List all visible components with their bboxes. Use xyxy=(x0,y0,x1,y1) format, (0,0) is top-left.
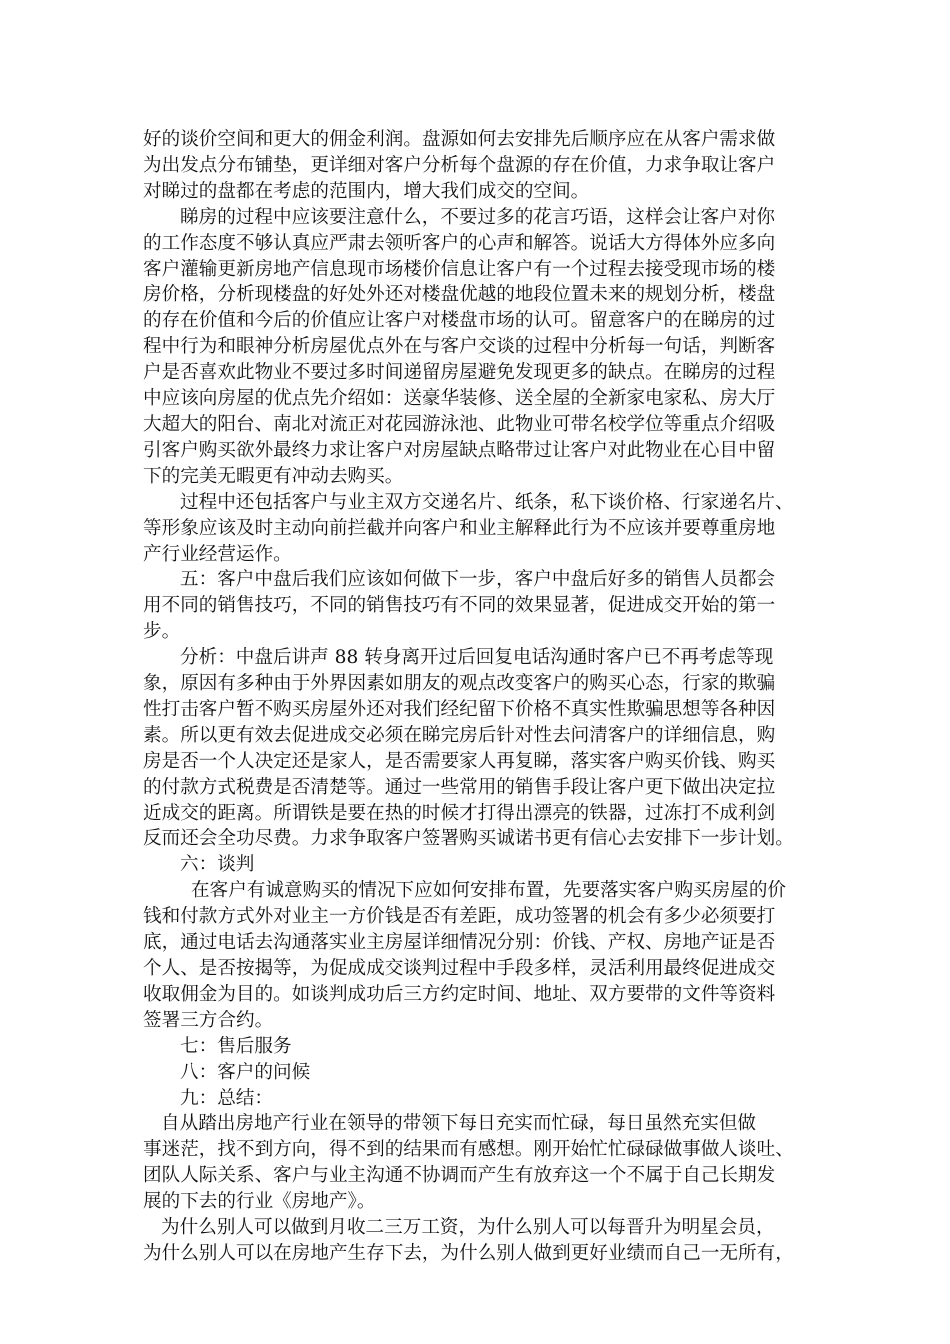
text-line: 签署三方合约。 xyxy=(143,1009,274,1031)
text-line: 程中行为和眼神分析房屋优点外在与客户交谈的过程中分析每一句话，判断客 xyxy=(143,336,776,358)
text-line: 性打击客户暂不购买房屋外还对我们经纪留下价格不真实性欺骗思想等各种因 xyxy=(143,698,776,720)
text-line: 为什么别人可以做到月收二三万工资，为什么别人可以每晋升为明星会员， xyxy=(161,1217,775,1239)
text-line: 在客户有诚意购买的情况下应如何安排布置，先要落实客户购买房屋的价 xyxy=(191,880,787,902)
paragraph-p1 xyxy=(143,205,819,490)
text-line: 下的完美无暇更有冲动去购买。 xyxy=(143,465,404,487)
text-line: 好的谈价空间和更大的佣金利润。盘源如何去安排先后顺序应在从客户需求做 xyxy=(143,129,776,150)
paragraph-p6 xyxy=(143,878,819,1033)
text-line: 步。 xyxy=(143,621,181,643)
text-line: 个人、是否按揭等，为促成成交谈判过程中手段多样，灵活利用最终促进成交 xyxy=(143,958,776,979)
text-line: 七：售后服务 xyxy=(180,1035,292,1057)
text-line: 收取佣金为目的。如谈判成功后三方约定时间、地址、双方要带的文件等资料 xyxy=(143,983,776,1005)
paragraph-p0 xyxy=(143,127,819,205)
text-line: 大超大的阳台、南北对流正对花园游泳池、此物业可带名校学位等重点介绍吸 xyxy=(143,413,776,435)
text-line: 事迷茫，找不到方向，得不到的结果而有感想。刚开始忙忙碌碌做事做人谈吐、 xyxy=(143,1139,794,1161)
text-line: 分析：中盘后讲声 88 转身离开过后回复电话沟通时客户已不再考虑等现 xyxy=(180,647,774,669)
text-line: 睇房的过程中应该要注意什么，不要过多的花言巧语，这样会让客户对你 xyxy=(180,206,776,228)
text-line: 客户灌输更新房地产信息现市场楼价信息让客户有一个过程去接受现市场的楼 xyxy=(143,258,776,280)
text-line: 六：谈判 xyxy=(180,854,255,876)
text-line: 房是否一个人决定还是家人，是否需要家人再复睇，落实客户购买价钱、购买 xyxy=(143,750,776,772)
text-line: 象，原因有多种由于外界因素如朋友的观点改变客户的购买心态，行家的欺骗 xyxy=(143,673,776,695)
text-line: 为什么别人可以在房地产生存下去，为什么别人做到更好业绩而自己一无所有， xyxy=(143,1242,794,1264)
paragraph-p7 xyxy=(143,1034,819,1060)
text-line: 过程中还包括客户与业主双方交递名片、纸条，私下谈价格、行家递名片、 xyxy=(180,491,794,513)
paragraph-p5 xyxy=(143,852,819,878)
text-line: 底，通过电话去沟通落实业主房屋详细情况分别：价钱、产权、房地产证是否 xyxy=(143,932,776,954)
text-line: 用不同的销售技巧，不同的销售技巧有不同的效果显著，促进成交开始的第一 xyxy=(143,595,776,617)
paragraph-p8 xyxy=(143,1060,819,1086)
text-line: 的付款方式税费是否清楚等。通过一些常用的销售手段让客户更下做出决定拉 xyxy=(143,776,776,798)
text-line: 五：客户中盘后我们应该如何做下一步，客户中盘后好多的销售人员都会 xyxy=(180,569,776,591)
paragraph-p9 xyxy=(143,1086,819,1112)
text-line: 八：客户的问候 xyxy=(180,1061,311,1083)
text-line: 近成交的距离。所谓铁是要在热的时候才打得出漂亮的铁器，过冻打不成利剑 xyxy=(143,802,776,824)
text-line: 户是否喜欢此物业不要过多时间递留房屋避免发现更多的缺点。在睇房的过程 xyxy=(143,362,776,384)
text-line: 产行业经营运作。 xyxy=(143,543,292,565)
text-line: 引客户购买欲外最终力求让客户对房屋缺点略带过让客户对此物业在心目中留 xyxy=(143,439,776,461)
text-line: 自从踏出房地产行业在领导的带领下每日充实而忙碌，每日虽然充实但做 xyxy=(161,1113,757,1135)
paragraph-p11 xyxy=(143,1215,819,1267)
paragraph-p2 xyxy=(143,490,819,568)
text-line: 房价格，分析现楼盘的好处外还对楼盘优越的地段位置未来的规划分析，楼盘 xyxy=(143,284,776,306)
document-page xyxy=(143,127,819,1267)
text-line: 中应该向房屋的优点先介绍如：送豪华装修、送全屋的全新家电家私、房大厅 xyxy=(143,388,776,410)
text-line: 对睇过的盘都在考虑的范围内，增大我们成交的空间。 xyxy=(143,180,590,202)
paragraph-p10 xyxy=(143,1111,819,1215)
text-line: 等形象应该及时主动向前拦截并向客户和业主解释此行为不应该并要尊重房地 xyxy=(143,517,776,539)
paragraph-p4 xyxy=(143,645,819,852)
text-line: 钱和付款方式外对业主一方价钱是否有差距，成功签署的机会有多少必须要打 xyxy=(143,906,776,928)
text-line: 的存在价值和今后的价值应让客户对楼盘市场的认可。留意客户的在睇房的过 xyxy=(143,310,776,332)
text-line: 展的下去的行业《房地产》。 xyxy=(143,1191,376,1213)
text-line: 九：总结： xyxy=(180,1087,273,1109)
text-line: 素。所以更有效去促进成交必须在睇完房后针对性去问清客户的详细信息，购 xyxy=(143,724,776,746)
paragraph-p3 xyxy=(143,567,819,645)
text-line: 团队人际关系、客户与业主沟通不协调而产生有放弃这一个不属于自己长期发 xyxy=(143,1165,776,1187)
text-line: 为出发点分布铺垫，更详细对客户分析每个盘源的存在价值，力求争取让客户 xyxy=(143,154,776,176)
text-line: 反而还会全功尽费。力求争取客户签署购买诚诺书更有信心去安排下一步计划。 xyxy=(143,828,794,850)
text-line: 的工作态度不够认真应严肃去领听客户的心声和解答。说话大方得体外应多向 xyxy=(143,232,776,254)
